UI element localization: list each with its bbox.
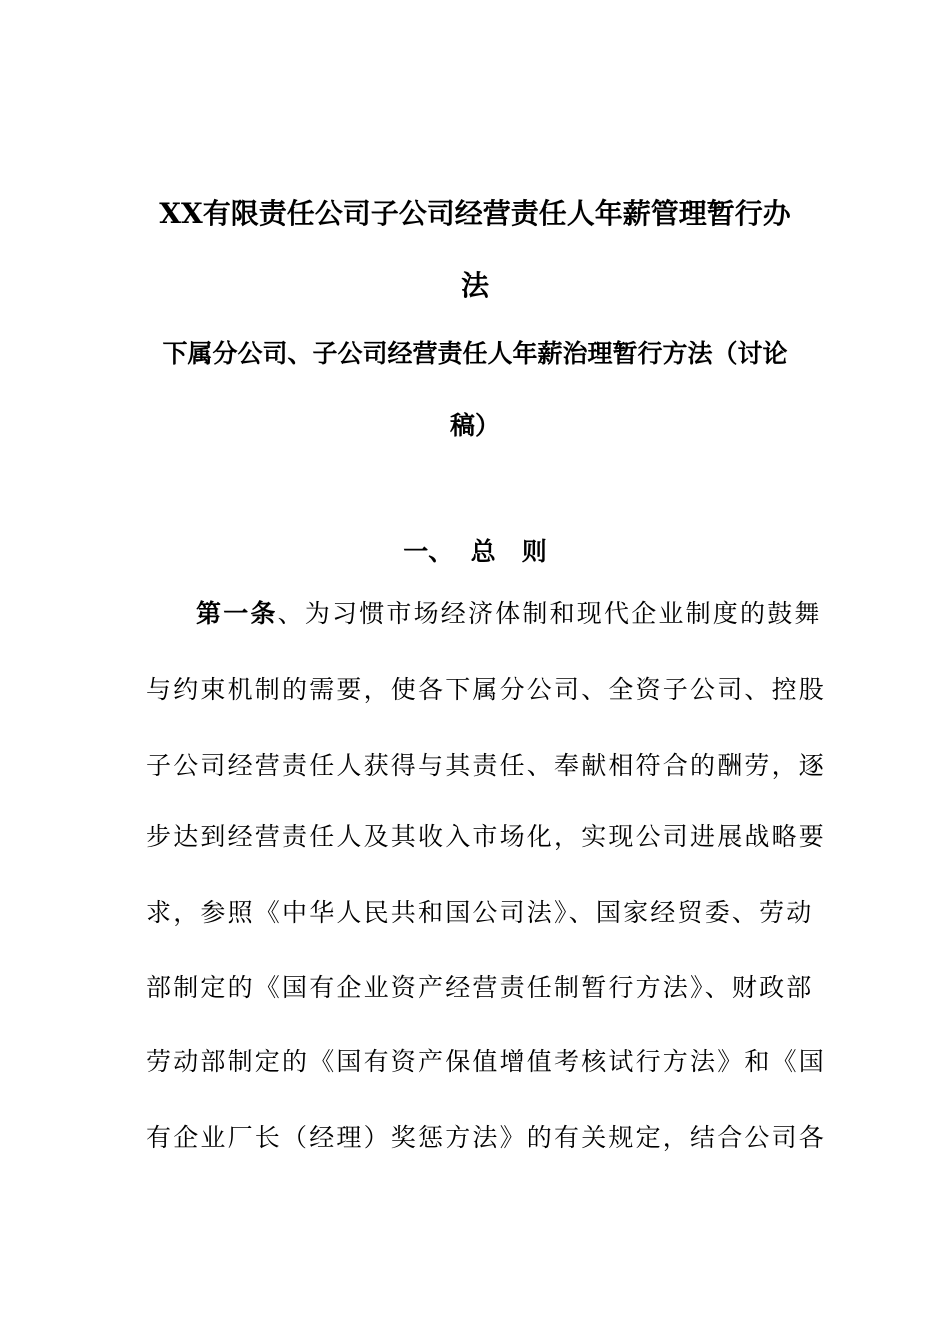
article-1-line-3: 子公司经营责任人获得与其责任、奉献相符合的酬劳，逐 [146, 751, 827, 780]
article-1-line-7: 劳动部制定的《国有资产保值增值考核试行方法》和《国 [146, 1047, 827, 1076]
document-title-line-2: 法 [460, 269, 489, 302]
article-1-line-2: 与约束机制的需要，使各下属分公司、全资子公司、控股 [146, 675, 827, 704]
article-1-line-1-text: 、为习惯市场经济体制和现代企业制度的鼓舞 [277, 599, 822, 628]
article-1-line-1 [196, 596, 822, 632]
article-1-line-8: 有企业厂长（经理）奖惩方法》的有关规定，结合公司各 [146, 1123, 827, 1152]
document-subtitle-line-2: 稿） [449, 411, 500, 440]
article-1-line-5: 求，参照《中华人民共和国公司法》、国家经贸委、劳动 [146, 898, 814, 927]
document-title-line-1: XX有限责任公司子公司经营责任人年薪管理暂行办 [159, 197, 791, 230]
document-subtitle-line-1: 下属分公司、子公司经营责任人年薪治理暂行方法（讨论 [162, 339, 788, 368]
article-1-line-6: 部制定的《国有企业资产经营责任制暂行方法》、财政部 [146, 973, 814, 1002]
article-1-line-4: 步达到经营责任人及其收入市场化，实现公司进展战略要 [146, 822, 827, 851]
article-1-label: 第一条 [196, 599, 278, 628]
section-heading-general-provisions: 一、 总 则 [403, 537, 547, 566]
